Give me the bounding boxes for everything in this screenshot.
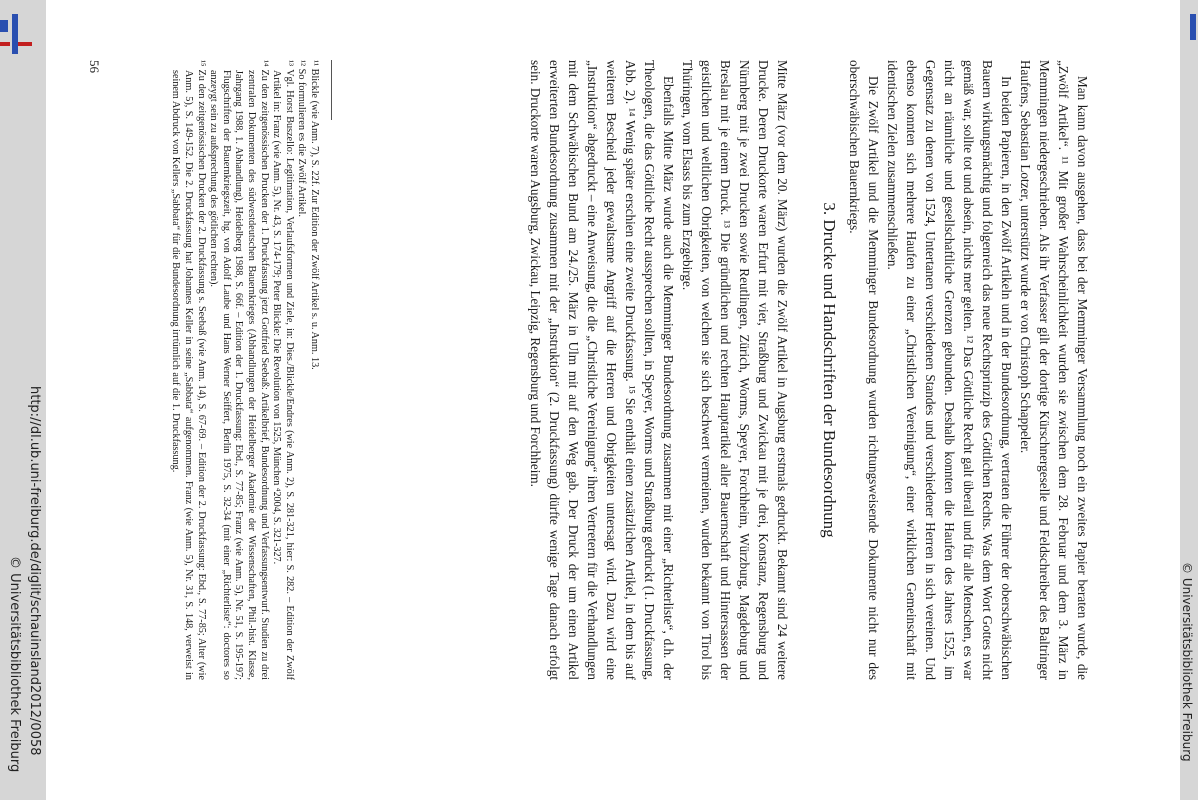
footnote: ¹⁴ Zu den zeitgenössischen Drucken der 1. Druckfassung jetzt Gottfried Seebaß: Artikelbrief, Bundesordnung und Verfassungsentwurf. Studien zu drei zentralen Dokumenten des südwestdeutschen Bauernkrieges (Abhandlungen der Heidelberger Akademie der Wissenschaften, Phil.-hist. Klasse, Jahrgang 1988, 1. Abhandlung), Heidelberg 1988, S. 66f. – Edition der 1. Druckfassung: Ebd., S. 77-85; Franz (wie Anm. 5), Nr. 51, S. 195-197; Flugschriften der Bauernkriegszeit, hg. von Adolf Laube und Hans Werner Seiffert, Berlin 1975, S. 32-34 (mit einer „Richterliste“: doctores so anzeygt sein zu außsprechung des götlichen rechten).	[208, 60, 270, 680]
footnote: ¹¹ Blickle (wie Anm. 7), S. 22f. Zur Edition der Zwölf Artikel s. u. Anm. 13.	[309, 60, 320, 370]
paragraph: In beiden Papieren, in den Zwölf Artikeln und in der Bundesordnung, vertraten die Führer der oberschwäbischen Bauern wirkungsmächtig und folgenreich das neue Rechtsprinzip des Göttlichen Rechts. Was dem Wort Gottes nicht gemäß war, sollte tot und abseín, nichts mer gelten. ¹² Das Göttliche Recht galt überall und für alle Menschen, es war nicht an räumliche und gesellschaftliche Grenzen gebunden. Deshalb konnten die Haufen des Jahres 1525, im Gegensatz zu denen von 1524, Untertanen verschiedenen Standes und verschiedener Herren in sich vereinen. Und ebenso konnten sich mehrere Haufen zu einer „Christlichen Vereinigung“, einer wirklichen Gemeinschaft mit identischen Zielen zusammenschließen.	[885, 60, 1014, 680]
paragraph: Man kann davon ausgehen, dass bei der Memminger Versammlung noch ein zweites Papier beraten wurde, die „Zwölf Artikel“. ¹¹ Mit großer Wahrscheinlichkeit wurden sie zwischen dem 28. Februar und dem 3. März in Memmingen niedergeschrieben. Als ihr Verfasser gilt der dortige Kürschnergeselle und Feldschreiber des Baltringer Haufens, Sebastian Lotzer, unterstützt wurde er von Christoph Schappeler.	[1018, 60, 1090, 680]
body-section-1	[845, 60, 1092, 680]
source-url[interactable]: http://dl.ub.uni-freiburg.de/diglit/schauinsland2012/0058	[27, 386, 42, 756]
footnotes	[169, 60, 320, 680]
paragraph: Ebenfalls Mitte März wurde auch die Memminger Bundesordnung zusammen mit einer „Richterliste“, d.h. der Theologen, die das Göttliche Recht aussprechen sollten, in Speyer, Worms und Straßburg gedruckt (1. Druckfassung, Abb. 2). ¹⁴ Wenig später erschien eine zweite Druckfassung. ¹⁵ Sie enthält einen zusätzlichen Artikel, in dem bis auf weiteren Bescheid jeder gewaltsame Angriff auf die Herren und Obrigkeiten untersagt wird. Dazu wird eine „Instruktion“ abgedruckt – eine Anweisung, die die „Christliche Vereinigung“ ihren Vertretern für die Verhandlungen mit dem Schwäbischen Bund am 24./25. März in Ulm mit auf den Weg gab. Der Druck der um einen Artikel erweiterten Bundesordnung zusammen mit der „Instruktion“ (2. Druckfassung) dürfte wenige Tage danach erfolgt sein. Druckorte waren Augsburg, Zwickau, Leipzig, Regensburg und Forchheim.	[528, 60, 676, 680]
footnote: ¹² So formulieren es die Zwölf Artikel.	[296, 60, 308, 217]
paragraph: Die Zwölf Artikel und die Memminger Bundesordnung wurden richtungsweisende Dokumente nicht nur des oberschwäbischen Bauernkriegs.	[847, 60, 881, 680]
body-section-2	[526, 60, 792, 680]
library-logo-icon	[0, 14, 34, 54]
library-logo-icon-right	[1184, 14, 1198, 40]
scanned-page	[87, 60, 1092, 780]
license-note: © Universitätsbibliothek Freiburg	[7, 556, 22, 773]
license-note-right: © Universitätsbibliothek Freiburg	[1180, 562, 1194, 762]
paragraph: Mitte März (vor dem 20. März) wurden die Zwölf Artikel in Augsburg erstmals gedruckt. Bekannt sind 24 weitere Drucke. Deren Druckorte waren Erfurt mit vier, Straßburg und Zwickau mit je drei, Konstanz, Regensburg und Nürnberg mit je zwei Drucken sowie Reutlingen, Zürich, Worms, Speyer, Forchheim, Würzburg, Magdeburg und Breslau mit je einem Druck. ¹³ Die gründlichen und rechten Hauptartikel aller Bauernschaft und Hintersassen der geistlichen und weltlichen Obrigkeiten, von welchen sie sich beschwert vermeinen, wurden bekannt von Tirol bis Thüringen, vom Elsass bis zum Erzgebirge.	[680, 60, 790, 680]
footnote: ¹³ Vgl. Horst Buszello: Legitimation, Verlaufsformen und Ziele, in: Dies./Blickle/Endres (wie Anm. 2), S. 281-321, hier: S. 282. – Edition der Zwölf Artikel in: Franz (wie Anm. 5), Nr. 43, S. 174-179; Peter Blickle: Die Revolution von 1525, München ⁴2004, S. 321-327.	[271, 60, 295, 680]
footnote: ¹⁵ Zu den zeitgenössischen Drucken der 2. Druckfassung s. Seebaß (wie Anm. 14), S. 67-69. – Edition der 2. Druckfassung: Ebd., S. 77-85; Alter (wie Anm. 5), S. 149-152. Die 2. Druckfassung hat Johannes Keller in seine „Sabbata“ aufgenommen. Franz (wie Anm. 5), Nr. 31, S. 148, verweist in seinem Abdruck von Kellers „Sabbata“ für die Bundesordnung irrtümlich auf die 1. Druckfassung.	[170, 60, 207, 680]
footnote-divider	[331, 60, 332, 120]
section-heading: 3. Drucke und Handschriften der Bundesordnung	[820, 202, 839, 538]
page-number: 56	[87, 60, 102, 73]
